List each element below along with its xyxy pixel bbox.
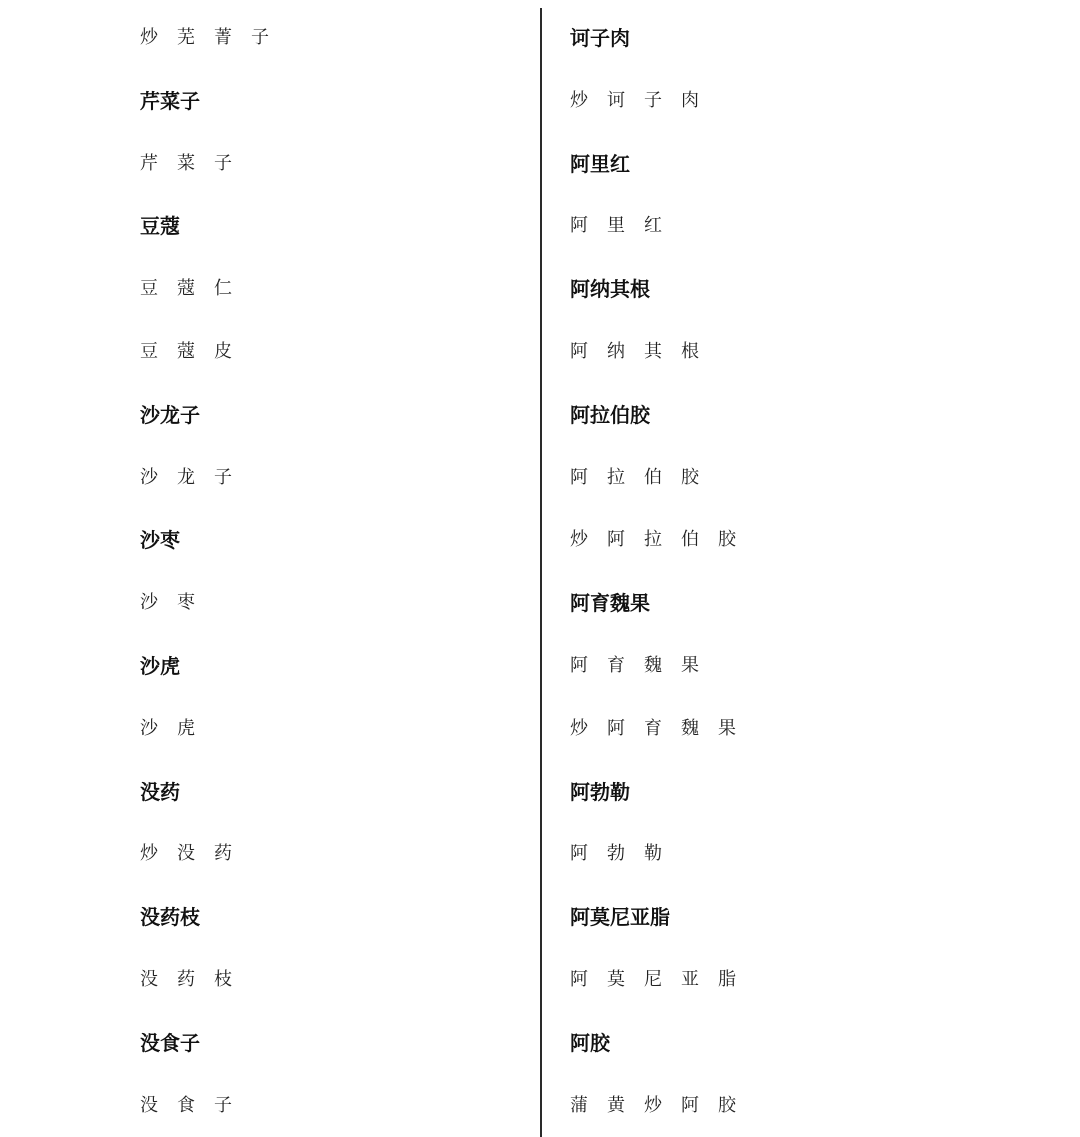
entry-heading: 阿里红 xyxy=(570,152,630,176)
column-divider xyxy=(540,8,542,1137)
entry-item: 炒诃子肉 xyxy=(570,90,718,111)
entry-heading: 沙虎 xyxy=(140,654,180,678)
entry-heading: 豆蔻 xyxy=(140,214,180,238)
entry-item: 沙龙子 xyxy=(140,467,251,488)
entry-heading: 阿拉伯胶 xyxy=(570,403,650,427)
entry-item: 炒阿拉伯胶 xyxy=(570,529,755,550)
entry-item: 炒没药 xyxy=(140,843,251,864)
entry-item: 蒲黄炒阿胶 xyxy=(570,1095,755,1116)
entry-item: 炒阿育魏果 xyxy=(570,718,755,739)
entry-heading: 没食子 xyxy=(140,1031,200,1055)
entry-item: 阿里红 xyxy=(570,215,681,236)
entry-item: 芹菜子 xyxy=(140,153,251,174)
entry-heading: 没药 xyxy=(140,780,180,804)
entry-item: 沙虎 xyxy=(140,718,214,739)
entry-item: 豆蔻仁 xyxy=(140,278,251,299)
entry-heading: 沙龙子 xyxy=(140,403,200,427)
entry-item: 阿纳其根 xyxy=(570,341,718,362)
entry-item: 豆蔻皮 xyxy=(140,341,251,362)
entry-item: 阿育魏果 xyxy=(570,655,718,676)
entry-heading: 阿勃勒 xyxy=(570,780,630,804)
entry-item: 阿莫尼亚脂 xyxy=(570,969,755,990)
entry-item: 阿勃勒 xyxy=(570,843,681,864)
entry-item: 阿拉伯胶 xyxy=(570,467,718,488)
entry-heading: 沙枣 xyxy=(140,528,180,552)
entry-heading: 阿胶 xyxy=(570,1031,610,1055)
entry-heading: 阿纳其根 xyxy=(570,277,650,301)
entry-heading: 阿育魏果 xyxy=(570,591,650,615)
entry-item: 沙枣 xyxy=(140,592,214,613)
entry-heading: 没药枝 xyxy=(140,905,200,929)
entry-heading: 芹菜子 xyxy=(140,89,200,113)
entry-heading: 阿莫尼亚脂 xyxy=(570,905,670,929)
entry-heading: 诃子肉 xyxy=(570,26,630,50)
entry-item: 炒芜菁子 xyxy=(140,27,288,48)
entry-item: 没药枝 xyxy=(140,969,251,990)
entry-item: 没食子 xyxy=(140,1095,251,1116)
